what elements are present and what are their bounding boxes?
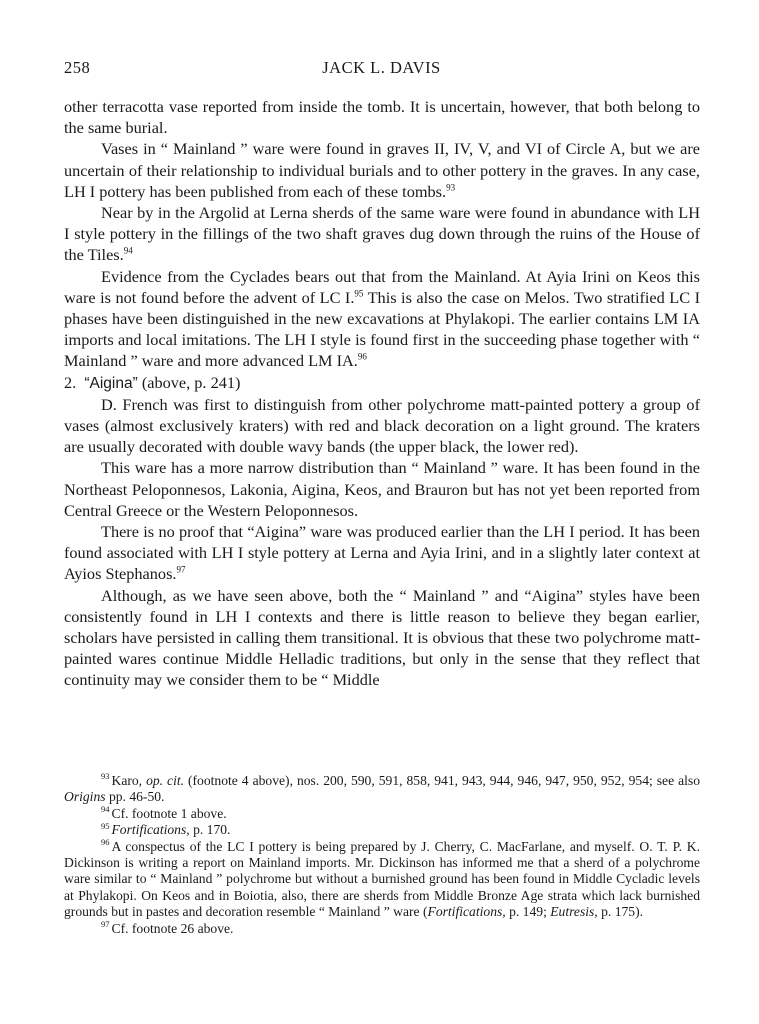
footnote: $^{95}$ Fortifications, p. 170. [101,820,231,838]
page-number: 258 [64,58,91,77]
footnote: $^{93}$ Karo, op. cit. (footnote 4 above), nos. 200, 590, 591, 858, 941, 943, 944, 946, 947, 950, 952, 954; see also Origins pp. 46-50. [64,771,700,805]
footnote-ref: 95 [354,288,364,299]
footnote: $^{97}$ Cf. footnote 26 above. [101,919,234,936]
paragraph: This ware has a more narrow distribution than “ Mainland ” ware. It has been found in the Northeast Peloponnesos, Lakonia, Aigina, Keos, and Brauron but has not yet been reported from Central Greece or the Western Peloponnesos. [64,458,700,520]
running-head: JACK L. DAVIS [322,58,441,77]
section-heading: 2. “Aigina” (above, p. 241) [64,372,241,392]
footnote: $^{94}$ Cf. footnote 1 above. [101,804,227,821]
paragraph: Vases in “ Mainland ” ware were found in graves II, IV, V, and VI of Circle A, but we are uncertain of their relationship to individual burials and to other pottery in the graves. In any case, LH I pottery has been published from each of these tombs.$^{93}$ [64,139,700,201]
page-header [64,58,699,82]
footnote-ref: 93 [446,182,456,193]
paragraph: Evidence from the Cyclades bears out that from the Mainland. At Ayia Irini on Keos this ware is not found before the advent of LC I.$^{95}$ This is also the case on Melos. Two stratified LC I phases have been distinguished in the new excavations at Phylakopi. The earlier contains LM IA imports and local imitations. The LH I style is found first in the succeeding phase together with “ Mainland ” ware and more advanced LM IA.$^{96}$ [64,266,701,371]
paragraph: There is no proof that “Aigina” ware was produced earlier than the LH I period. It has been found associated with LH I style pottery at Lerna and Ayia Irini, and in a slightly later context at Ayios Stephanos.$^{97}$ [64,522,700,584]
paragraph: Near by in the Argolid at Lerna sherds of the same ware were found in abundance with LH I style pottery in the fillings of the two shaft graves dug down through the ruins of the House of the Tiles.$^{94}$ [64,203,700,265]
footnote-ref: 97 [176,565,186,576]
footnote-ref: 94 [123,246,133,256]
paragraph: other terracotta vase reported from inside the tomb. It is uncertain, however, that both belong to the same burial. [64,97,700,138]
footnotes [64,773,700,937]
paragraph: Although, as we have seen above, both the “ Mainland ” and “Aigina” styles have been consistently found in LH I contexts and there is little reason to believe they began earlier, scholars have persisted in calling them transitional. It is obvious that these two polychrome matt-painted wares continue Middle Helladic traditions, but only in the sense that they reflect that continuity may we consider them to be “ Middle [64,585,700,690]
footnote: $^{96}$ A conspectus of the LC I pottery is being prepared by J. Cherry, C. MacFarlane, and myself. O. T. P. K. Dickinson is writing a report on Mainland imports. Mr. Dickinson has informed me that a sherd of a polychrome ware similar to “ Mainland ” polychrome but without a burnished ground has been found in Middle Cycladic levels at Phylakopi. On Keos and in Boiotia, also, there are sherds from Middle Bronze Age strata which lack burnished grounds but in pastes and decoration resemble “ Mainland ” ware (Fortifications, p. 149; Eutresis, p. 175). [64,837,700,920]
footnote-ref: 96 [357,352,367,363]
paragraph: D. French was first to distinguish from other polychrome matt-painted pottery a group of vases (almost exclusively kraters) with red and black decoration on a light ground. The kraters are usually decorated with double wavy bands (the upper black, the lower red). [64,394,700,457]
main-text [64,96,700,691]
